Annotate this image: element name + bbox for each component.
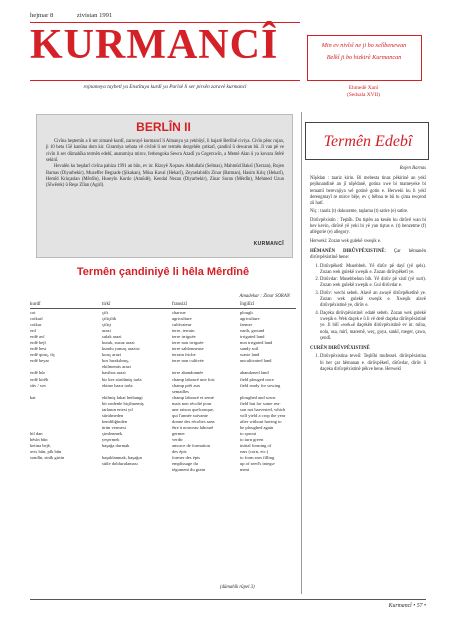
edebi-example: Herweki: Zozan wek gulekê xweşik e.: [310, 238, 382, 244]
table-cell: [30, 467, 64, 473]
table-cell: will yield a crop the year: [240, 412, 286, 418]
table-cell: be ploughed again: [240, 424, 274, 430]
table-cell: up of seed's integu-: [240, 461, 276, 467]
table-cell: emplissage du: [172, 461, 198, 467]
berlin-body: [46, 139, 284, 190]
table-cell: donne des récoltes sans: [172, 418, 215, 424]
table-cell: çiftçi: [102, 322, 112, 328]
table-cell: sûv / sov: [30, 382, 47, 388]
table-cell: son not harvested, which: [240, 406, 286, 412]
table-cell: kurak, susuz arazi: [102, 340, 135, 346]
table-cell: çift: [102, 310, 109, 315]
list-item: 1. Dirûvpêxistina teveiî: Teşbîhi mufessel. dirûvpêxistina bi her çar hêmanan e. dirûvpêketî, dirûvdar, dirûv û daçeka dirûvpêxistinê pêkve hene. Herwekî: [320, 354, 426, 373]
table-cell: plough: [240, 310, 253, 315]
quote-line-1: Min ev nivîsî ne ji bo xelîbenewan: [321, 42, 407, 49]
table-cell: champ prêt aux: [172, 382, 201, 388]
table-cell: cultivateur: [172, 322, 192, 328]
table-cell: erdê bejî: [30, 340, 46, 346]
table-cell: germer: [172, 430, 185, 436]
masthead-title: KURMANCÎ: [30, 22, 279, 68]
table-cell: başağa durmak: [102, 443, 130, 449]
edebi-heading-2: CURÊN DIRÛVPÊXISTINÊ: [310, 346, 370, 352]
table-cell: champ labouré et semé: [172, 394, 214, 400]
table-cell: sulak arazi: [102, 334, 122, 340]
table-cell: çimlenmek: [102, 430, 123, 436]
issue-line: [30, 12, 134, 19]
table-cell: terre, terrain: [172, 328, 195, 334]
quote-author: Ehmedê Xanî: [348, 85, 379, 91]
table-cell: cotkar: [30, 322, 42, 328]
table-cell: agriculture: [172, 316, 192, 322]
terms-translator: Amadekar : Zinar SORAN: [239, 294, 290, 299]
edebi-section-heading: [310, 249, 426, 262]
table-cell: field plouged once: [240, 376, 274, 382]
masthead-tagline: rojnameya taybetî ya Enstîtuya kurdî ya Parîsê li ser pirsên zaravê kurmancî: [83, 84, 247, 90]
edebi-title: Termên Edebî: [323, 133, 413, 150]
table-cell: basibos arazi: [102, 370, 126, 376]
quote-line-2: Belkî ji bo hizkirê Kurmancan: [326, 54, 402, 61]
table-cell: erdê beyar: [30, 358, 50, 364]
edebi-body: [310, 176, 426, 374]
table-header-rule: [30, 308, 296, 309]
table-cell: yeşermek: [102, 436, 120, 442]
table-cell: uncultivated land: [240, 358, 272, 364]
masthead-bottom-rule: [30, 80, 300, 81]
column-divider: [301, 112, 302, 594]
table-cell: sürülmeden: [102, 412, 124, 418]
table-cell: champ labouré une fois: [172, 376, 215, 382]
berlin-paragraph: Hevalên ku beşdarî civîna pahiza 1991 an bûn, ev in: Rizoyê Xoşnaw Abdullahi (Selmas), Mahmûd Baksî (Xerzan), Rojen Barnas (Diyarbekir), Muzeffer Begzade (Şikakan), Mûsa Kaval (Hekarî), Zeynelabidîn Zinar (Batman), Hasim Kılıç (Hekarî), Hemîd Kılıçaslan (Mêrdîn), Huseyîn Kurdo (Amûdê), Kendal Nezan (Diyarbekir), Zinar Soran (Mêrdîn), Mehmed Uzun (Sîwêrek) û Reşo Zîlan (Agirî).: [46, 164, 284, 189]
table-cell: hêsîn bûn: [30, 436, 48, 442]
table-cell: former des épis: [172, 455, 201, 461]
table-cell: kendiliğinden: [102, 418, 128, 424]
berlin-signature: KURMANCÎ: [253, 241, 284, 247]
table-cell: erdê qiraç, tîç: [30, 352, 55, 358]
table-cell: ploughed and sown: [240, 394, 276, 400]
edebi-intro: Nîşêdan : taariz kirin. Bi mebesta tinaz pêkirinê an yekî pejiknandinê an jî nîşêdanê, gotina xwe bi mameyeke bi temamî berevajiya wê gotinê gotin e. Herweki ku li yekî derengmayî re mirov bêje, ev ç bêhna te bû tu çima ewçend zû hatî.: [310, 176, 426, 207]
table-cell: bos bırakılmış,: [102, 358, 130, 364]
table-cell: sondîn, sinîk girtin: [30, 455, 65, 461]
table-cell: ekilmemis arazi: [102, 364, 131, 370]
table-cell: ekilmiş fakat herhangi: [102, 394, 143, 400]
table-cell: ürün vermesi: [102, 424, 126, 430]
table-cell: [102, 467, 144, 473]
table-cell: hil dan: [30, 430, 43, 436]
table-cell: terre non cultivée: [172, 358, 204, 364]
table-cell: arazi: [102, 328, 111, 334]
table-cell: bir kez sürülmüş tarla: [102, 376, 142, 382]
table-cell: to form ears filling: [240, 455, 275, 461]
table-cell: terrain friche: [172, 352, 196, 358]
table-cell: başaklanmak, başağın: [102, 455, 142, 461]
edebi-direk: Dirûvpêxistin : Teşbîh. Du tiştên an kesên ku dirûvê wan bi hev kevin, dirûvê yê yeki bi yê yan tiştus e. (t) benzetme (f) allégorie (e) allegory.: [310, 217, 426, 236]
table-cell: earth, ground: [240, 328, 265, 334]
column-header: tirkî: [102, 302, 111, 307]
berlin-paragraph: Civîna heştemîn a li ser zimanê kurdî, zaravayê kurmancî li Almanya ya yekbûyî, li bajarê Berlînê civiya. Civîn pênc rojan, ji 10 heta 15ê kanûna dom kir. Girantiya xebata vê civînê li ser termên dezgehên çotkarî, çandinî û dewaran bû. Ji van pê ve civîn li ser dûmahîka termên edebî, anatomiya mirov, ferhengoka Sewra Azadî ya Cegerxwîn, a Memê Alan û ya kovara Stêrê sekinî.: [46, 139, 284, 164]
table-cell: sütle doldurulaması: [102, 461, 138, 467]
table-cell: être à nouveau labouré: [172, 424, 214, 430]
table-cell: abandoned land: [240, 370, 269, 376]
column-header: kurdî: [30, 302, 41, 307]
table-cell: sandy soil: [240, 346, 259, 352]
column-kurdi: [30, 310, 64, 473]
table-cell: tégument du grain: [172, 467, 206, 473]
table-cell: semailles: [172, 388, 189, 394]
table-cell: avis bûn, pîk bûn: [30, 449, 62, 455]
table-cell: une raison quelconque,: [172, 406, 215, 412]
berlin-title: BERLÎN II: [136, 120, 191, 134]
table-cell: kıraç arazi: [102, 352, 122, 358]
table-cell: tarlanın ertesi yıl: [102, 406, 133, 412]
column-tirki: [102, 310, 144, 473]
table-cell: erdê kirêb: [30, 376, 49, 382]
table-cell: after without having to: [240, 418, 282, 424]
edebi-heading-1-suffix: : Çar hêmanên dirûvpêxistinê hene:: [310, 248, 426, 261]
table-cell: field ready for sowing: [240, 382, 281, 388]
table-cell: ears (corn, etc.): [240, 449, 269, 455]
table-cell: to turn green: [240, 436, 264, 442]
page-number: Kurmancî • 57 •: [388, 603, 426, 609]
table-cell: terre abandonnée: [172, 370, 204, 376]
table-cell: terre sablonneuse: [172, 346, 204, 352]
list-item: 3. Dirûv: wechi sebeh. Alavê an awayê dirûvpêketînê ye. Zozan wek gulekê xweşik e. Xweşik alavê dirûvpêxistinê ye, dirûv e.: [320, 291, 426, 310]
table-cell: kumlu yamaç arazisi: [102, 346, 140, 352]
column-fransizi: [172, 310, 215, 473]
edebi-heading-1: HÊMANÊN DIRÛVPÊXISTINÊ: [310, 248, 385, 254]
list-item: 2. Dirûvdar: Musebbehun bih. Yê dirûv pê xistî (yê xurt). Zozan wek gulekê xweşik e. Gul dirûvdar e.: [320, 277, 426, 290]
table-cell: agriculture: [240, 316, 260, 322]
table-cell: bir nedenle biçilmemiş: [102, 400, 144, 406]
table-cell: farmer: [240, 322, 253, 328]
table-cell: initial forming of: [240, 443, 272, 449]
edebi-list-2: [310, 354, 426, 373]
table-cell: cot: [30, 310, 36, 315]
table-cell: çiftçilik: [102, 316, 117, 322]
table-cell: erd: [30, 328, 36, 334]
table-cell: field but for some rea-: [240, 400, 281, 406]
continued-note: (dûmahîk rûpel 3): [220, 585, 255, 590]
table-cell: kat: [30, 394, 36, 400]
table-cell: ment: [240, 467, 250, 473]
terms-title: Termên çandiniyê li hêla Mêrdînê: [76, 266, 250, 278]
table-cell: irrigated land: [240, 334, 265, 340]
table-cell: erdê avî: [30, 334, 45, 340]
table-cell: verdir: [172, 436, 183, 442]
footer-rule: [30, 599, 426, 600]
table-cell: to sprout: [240, 430, 257, 436]
table-cell: ketina bejê,: [30, 443, 51, 449]
table-cell: qui l'année suivante: [172, 412, 208, 418]
table-cell: cotkarî: [30, 316, 43, 322]
edebi-list-1: [310, 264, 426, 343]
table-cell: erdê best: [30, 346, 47, 352]
edebi-author: Rojen Barnas: [399, 166, 426, 171]
column-header: fransizî: [172, 302, 187, 307]
table-cell: terre irriguée: [172, 334, 196, 340]
issue-season: zivistan 1991: [76, 12, 113, 19]
list-item: 1. Dirûvpêketî: Musebbeh. Yê dirûv pê dayî (yê qels). Zozan wek gulekê xweşik e. Zozan dirûvpêketî ye.: [320, 264, 426, 277]
issue-number: hejmar 8: [30, 12, 54, 19]
table-cell: ekime hazır tarla: [102, 382, 133, 388]
quote-century: (Sedsala XVII): [347, 92, 380, 98]
table-cell: des épis: [172, 449, 187, 455]
edebi-nic: Niç : taariz (t) dokuzeme, taşlama (t) satire (e) satire.: [310, 209, 409, 215]
table-cell: mais non récolté pour: [172, 400, 212, 406]
table-cell: waste land: [240, 352, 260, 358]
table-cell: non irrigated land: [240, 340, 273, 346]
column-header: îngilîzî: [240, 302, 255, 307]
column-ingilizi: [240, 310, 285, 473]
list-item: 4. Daçeka dirûvpêxistinê: edatê sebeh. Zozan wek gulekê xweşik e. Wek daçek e û li vê derê daçeka dirûvpêxistinê ye. Ji bilî «wek»ê daçekên dirûvpêxistinê ev in: mîna, nola, usa, mirî, maremê, weç, goya, sankî, meger, çawa, çendî.: [320, 311, 426, 342]
table-cell: charrue: [172, 310, 186, 315]
table-cell: amorce de formation: [172, 443, 210, 449]
table-cell: terre non irriguée: [172, 340, 204, 346]
table-cell: erdê bûr: [30, 370, 46, 376]
